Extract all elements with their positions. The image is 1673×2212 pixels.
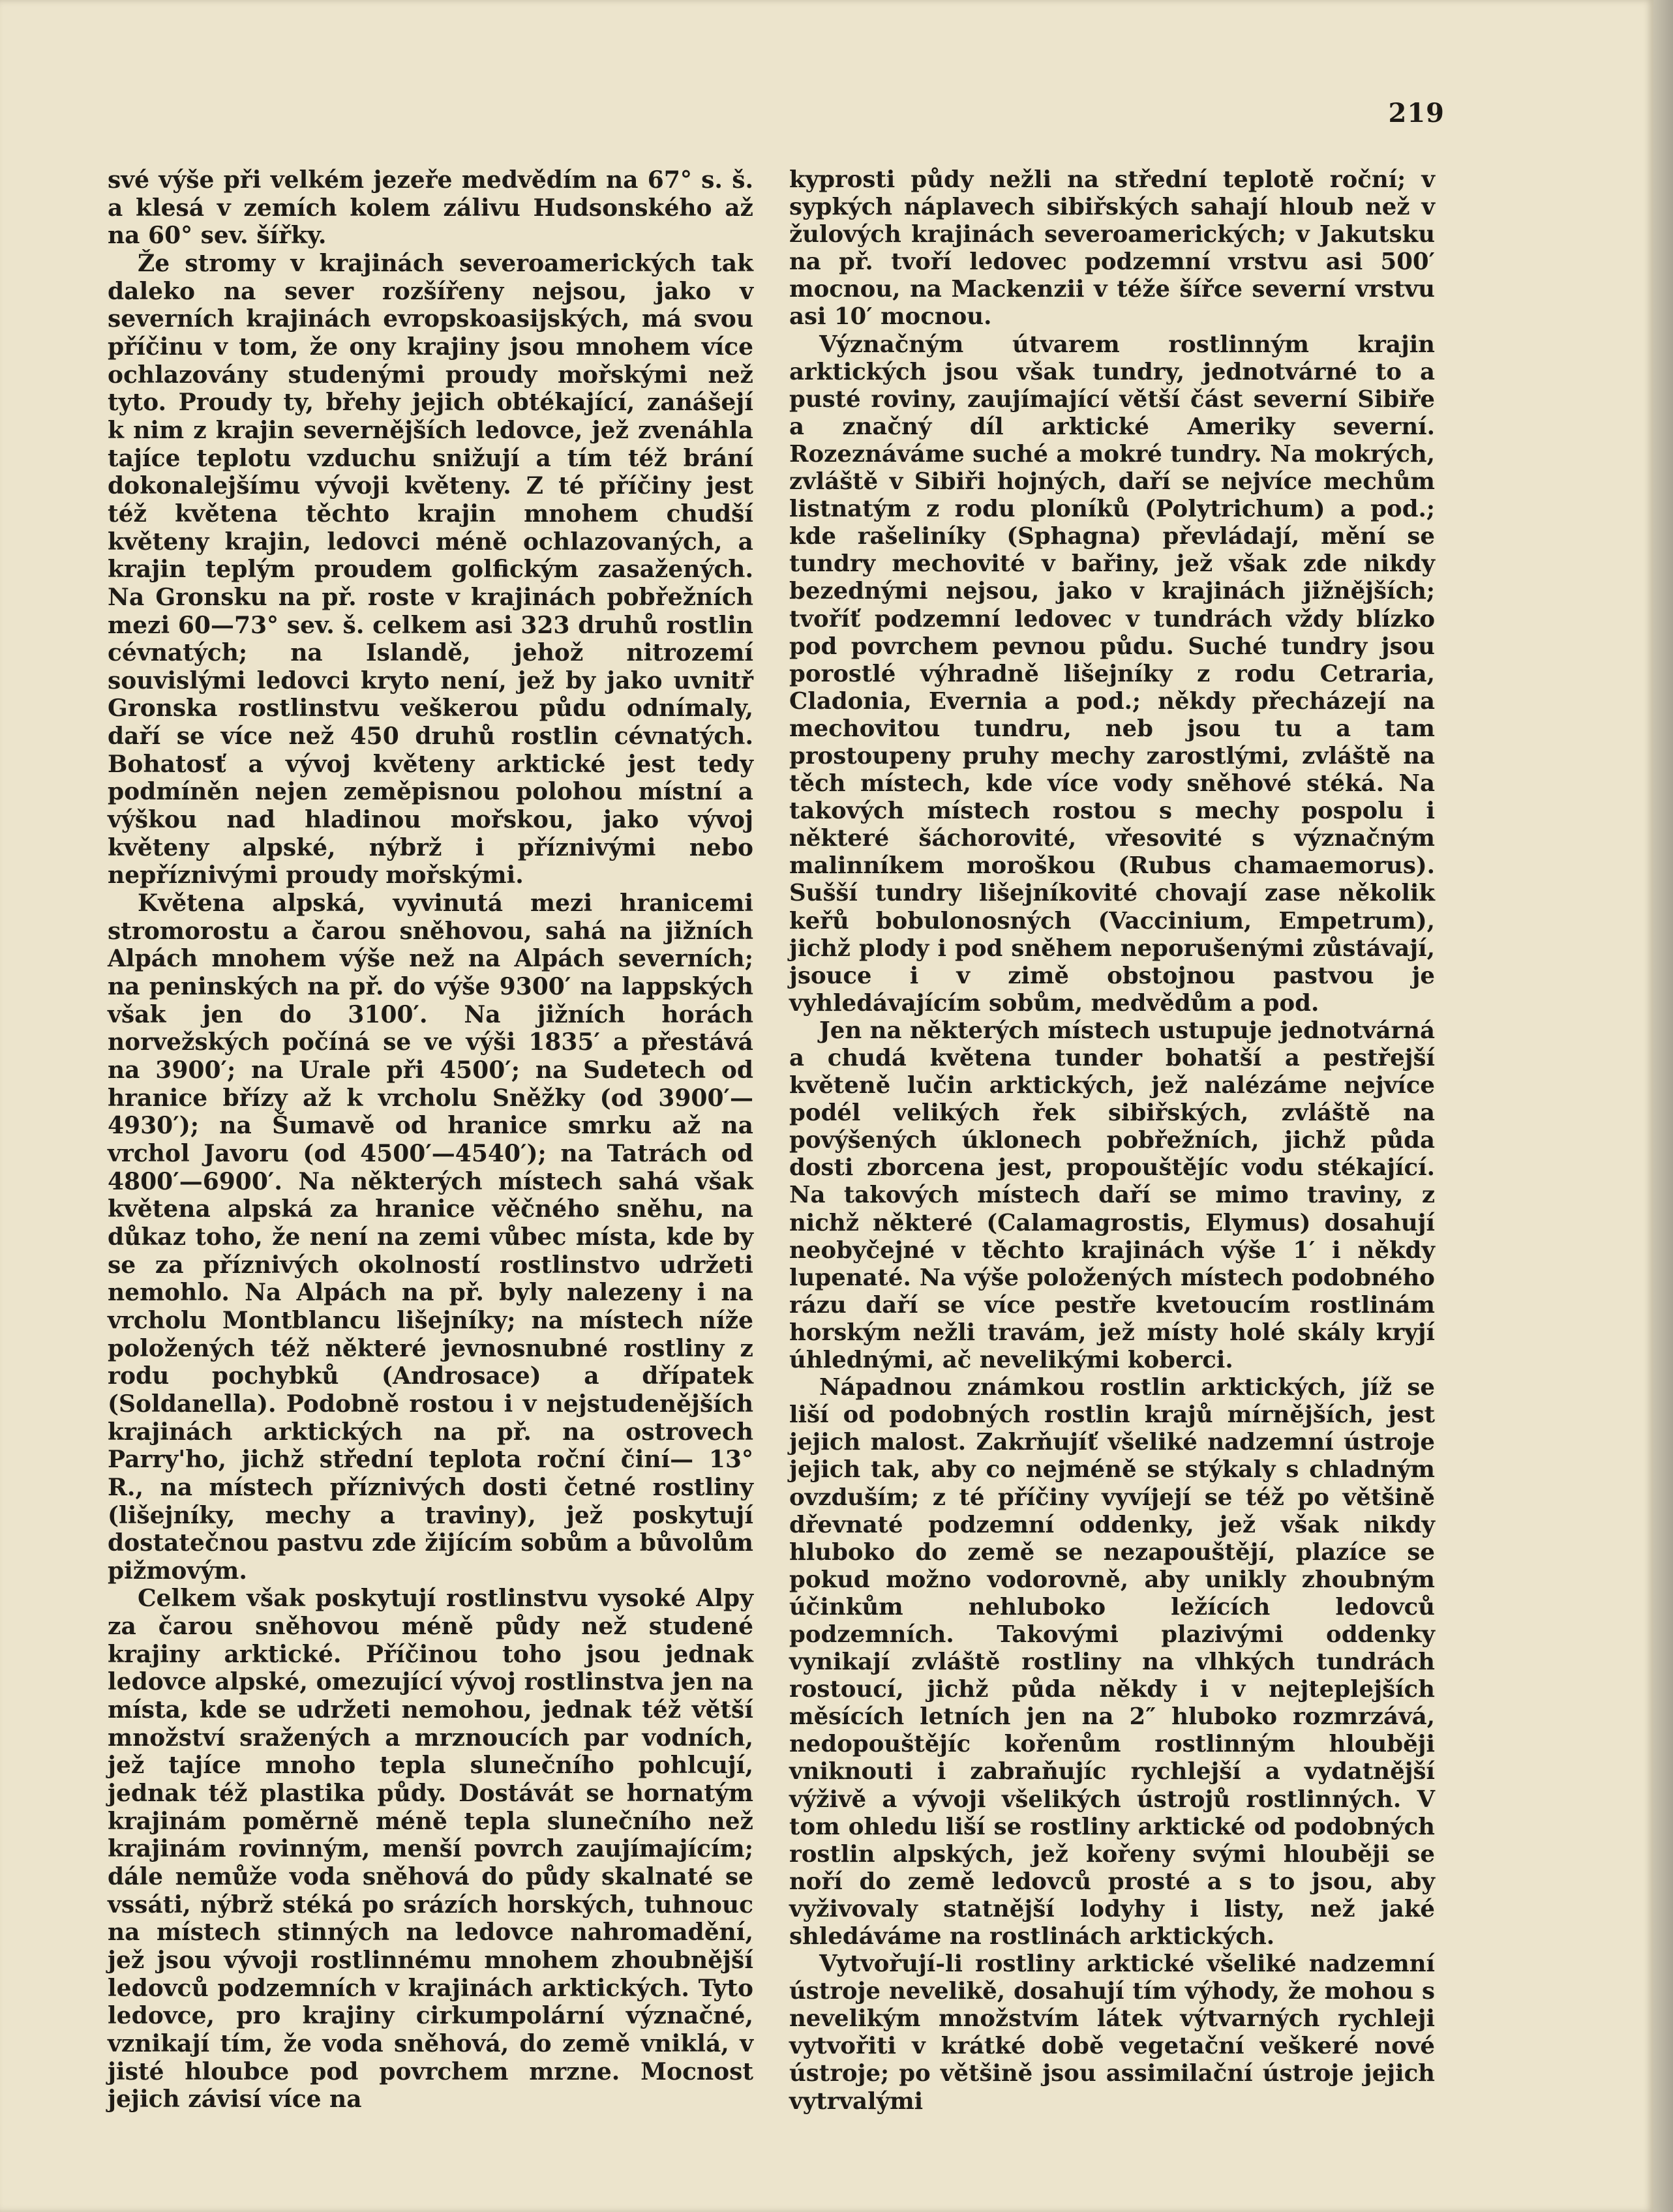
paragraph: Jen na některých místech ustupuje jednotvárná a chudá květena tunder bohatší a pestřejší květeně lučin arktických, jež nalézáme nejvíce podél velikých řek sibiřských, zvláště na povýšených úklonech pobřežních, jichž půda dosti zborcena jest, propouštějíc vodu stékající. Na takových místech daří se mimo traviny, z nichž některé (Calamagrostis, Elymus) dosahují neobyčejné v těchto krajinách výše 1′ i někdy lupenaté. Na výše položených místech podobného rázu daří se více pestře kvetoucím rostlinám horským nežli travám, jež místy holé skály kryjí úhlednými, ač nevelikými koberci.	[789, 1017, 1435, 1374]
paragraph: Nápadnou známkou rostlin arktických, jíž se liší od podobných rostlin krajů mírnějších, jest jejich malost. Zakrňujíť všeliké nadzemní ústroje jejich tak, aby co nejméně se stýkaly s chladným ovzduším; z té příčiny vyvíjejí se též po většině dřevnaté podzemní oddenky, jež však nikdy hluboko do země se nezapouštějí, plazíce se pokud možno vodorovně, aby unikly zhoubným účinkům nehluboko ležících ledovců podzemních. Takovými plazivými oddenky vynikají zvláště rostliny na vlhkých tundrách rostoucí, jichž půda někdy i v nejteplejších měsících letních jen na 2″ hluboko rozmrzává, nedopouštějíc kořenům rostlinným hlouběji vniknouti i zabraňujíc rychlejší a vydatnější výživě a vývoji všelikých ústrojů rostlinných. V tom ohledu liší se rostliny arktické od podobných rostlin alpských, jež kořeny svými hlouběji se noří do země ledovců prosté a s to jsou, aby vyživovaly statnější lodyhy i listy, než jaké shledáváme na rostlinách arktických.	[789, 1374, 1435, 1950]
paragraph: Celkem však poskytují rostlinstvu vysoké Alpy za čarou sněhovou méně půdy než studené krajiny arktické. Příčinou toho jsou jednak ledovce alpské, omezující vývoj rostlinstva jen na místa, kde se udržeti nemohou, jednak též větší množství sražených a mrznoucích par vodních, jež tajíce mnoho tepla slunečního pohlcují, jednak též plastika půdy. Dostávát se hornatým krajinám poměrně méně tepla slunečního než krajinám rovinným, menší povrch zaujímajícím; dále nemůže voda sněhová do půdy skalnaté se vssáti, nýbrž stéká po srázích horských, tuhnouc na místech stinných na ledovce nahromadění, jež jsou vývoji rostlinnému mnohem zhoubnější ledovců podzemních v krajinách arktických. Tyto ledovce, pro krajiny cirkumpolární význačné, vznikají tím, že voda sněhová, do země vniklá, v jisté hloubce pod povrchem mrzne. Mocnost jejich závisí více na	[108, 1585, 753, 2114]
page-edge	[1653, 0, 1673, 2212]
paragraph: Význačným útvarem rostlinným krajin arktických jsou však tundry, jednotvárné to a pusté roviny, zaujímající větší část severní Sibiře a značný díl arktické Ameriky severní. Rozeznáváme suché a mokré tundry. Na mokrých, zvláště v Sibiři hojných, daří se nejvíce mechům listnatým z rodu ploníků (Polytrichum) a pod.; kde rašeliníky (Sphagna) převládají, mění se tundry mechovité v bařiny, jež však zde nikdy bezednými nejsou, jako v krajinách jižnějších; tvoříť podzemní ledovec v tundrách vždy blízko pod povrchem pevnou půdu. Suché tundry jsou porostlé výhradně lišejníky z rodu Cetraria, Cladonia, Evernia a pod.; někdy přecházejí na mechovitou tundru, neb jsou tu a tam prostoupeny pruhy mechy zarostlými, zvláště na těch místech, kde více vody sněhové stéká. Na takových místech rostou s mechy pospolu i některé šáchorovité, vřesovité s význačným malinníkem moroškou (Rubus chamaemorus). Sušší tundry lišejníkovité chovají zase několik keřů bobulonosných (Vaccinium, Empetrum), jichž plody i pod sněhem neporušenými zůstávají, jsouce i v zimě obstojnou pastvou je vyhledávajícím sobům, medvědům a pod.	[789, 331, 1435, 1017]
left-column	[108, 166, 753, 2114]
page-number: 219	[1388, 98, 1445, 128]
paragraph: Květena alpská, vyvinutá mezi hranicemi stromorostu a čarou sněhovou, sahá na jižních Alpách mnohem výše než na Alpách severních; na peninských na př. do výše 9300′ na lappských však jen do 3100′. Na jižních horách norvežských počíná se ve výši 1835′ a přestává na 3900′; na Urale při 4500′; na Sudetech od hranice břízy až k vrcholu Sněžky (od 3900′—4930′); na Šumavě od hranice smrku až na vrchol Javoru (od 4500′—4540′); na Tatrách od 4800′—6900′. Na některých místech sahá však květena alpská za hranice věčného sněhu, na důkaz toho, že není na zemi vůbec místa, kde by se za příznivých okolností rostlinstvo udržeti nemohlo. Na Alpách na př. byly nalezeny i na vrcholu Montblancu lišejníky; na místech níže položených též některé jevnosnubné rostliny z rodu pochybků (Androsace) a dřípatek (Soldanella). Podobně rostou i v nejstudenějších krajinách arktických na př. na ostrovech Parry'ho, jichž střední teplota roční činí— 13° R., na místech příznivých dosti četné rostliny (lišejníky, mechy a traviny), jež poskytují dostatečnou pastvu zde žijícím sobům a bůvolům pižmovým.	[108, 889, 753, 1585]
right-column	[789, 166, 1435, 2115]
paragraph: Vytvořují-li rostliny arktické všeliké nadzemní ústroje nevelikě, dosahují tím výhody, že mohou s nevelikým množstvím látek výtvarných rychleji vytvořiti v krátké době vegetační veškeré nové ústroje; po většině jsou assimilační ústroje jejich vytrvalými	[789, 1950, 1435, 2115]
paragraph: své výše při velkém jezeře medvědím na 67° s. š. a klesá v zemích kolem zálivu Hudsonského až na 60° sev. šířky.	[108, 166, 753, 250]
paragraph: kyprosti půdy nežli na střední teplotě roční; v sypkých náplavech sibiřských sahají hloub než v žulových krajinách severoamerických; v Jakutsku na př. tvoří ledovec podzemní vrstvu asi 500′ mocnou, na Mackenzii v téže šířce severní vrstvu asi 10′ mocnou.	[789, 166, 1435, 331]
paragraph: Že stromy v krajinách severoamerických tak daleko na sever rozšířeny nejsou, jako v severních krajinách evropskoasijských, má svou příčinu v tom, že ony krajiny jsou mnohem více ochlazovány studenými proudy mořskými než tyto. Proudy ty, břehy jejich obtékající, zanášejí k nim z krajin severnějších ledovce, jež zvenáhla tajíce teplotu vzduchu snižují a tím též brání dokonalejšímu vývoji květeny. Z té příčiny jest též květena těchto krajin mnohem chudší květeny krajin, ledovci méně ochlazovaných, a krajin teplým proudem golfickým zasažených. Na Gronsku na př. roste v krajinách pobřežních mezi 60—73° sev. š. celkem asi 323 druhů rostlin cévnatých; na Islandě, jehož nitrozemí souvislými ledovci kryto není, jež by jako uvnitř Gronska rostlinstvu veškerou půdu odnímaly, daří se více než 450 druhů rostlin cévnatých. Bohatosť a vývoj květeny arktické jest tedy podmíněn nejen zeměpisnou polohou místní a výškou nad hladinou mořskou, jako vývoj květeny alpské, nýbrž i příznivými nebo nepříznivými proudy mořskými.	[108, 249, 753, 889]
